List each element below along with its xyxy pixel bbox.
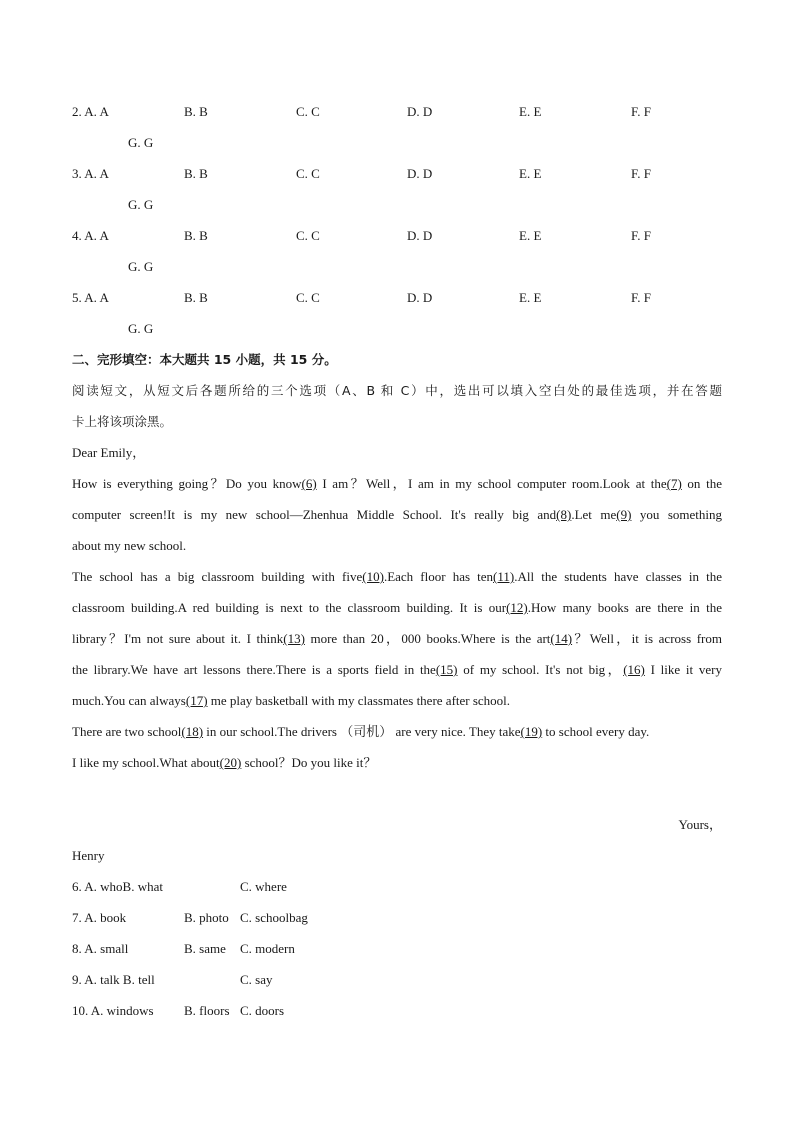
- text-segment: .Each floor has ten: [383, 569, 494, 584]
- text-segment: The school has a big classroom building with five: [72, 569, 363, 584]
- answer-option: C. C: [296, 166, 320, 181]
- blank-marker: (12): [506, 600, 528, 615]
- answer-option-extra: G. G: [128, 135, 154, 150]
- blank-marker: (9): [616, 507, 632, 522]
- choice-option: B. same: [184, 941, 226, 956]
- choice-option: C. say: [240, 972, 273, 987]
- text-segment: more than 20，000 books.Where is the art: [304, 631, 551, 646]
- text-segment: in our school.The drivers （司机） are very nice. They take: [203, 724, 521, 739]
- blank-marker: (6): [301, 476, 317, 491]
- answer-option-extra: G. G: [128, 259, 154, 274]
- section-instruction-line-2: 卡上将该项涂黑。: [72, 414, 173, 429]
- text-segment: .How many books are there in the: [527, 600, 723, 615]
- answer-option: 4. A. A: [72, 228, 109, 243]
- section-heading: 二、完形填空：本大题共 15 小题，共 15 分。: [72, 352, 337, 367]
- answer-row: [72, 282, 722, 313]
- blank-marker: (10): [362, 569, 384, 584]
- answer-option: B. B: [184, 104, 208, 119]
- blank-marker: (8): [556, 507, 572, 522]
- answer-option: E. E: [519, 104, 542, 119]
- section-instruction-line-1: 阅读短文，从短文后各题所给的三个选项（A、B 和 C）中，选出可以填入空白处的最佳选项，并在答题: [72, 383, 722, 398]
- answer-option: F. F: [631, 290, 651, 305]
- paragraph-4: [72, 747, 722, 778]
- answer-option: F. F: [631, 166, 651, 181]
- paragraph-line: [72, 499, 722, 530]
- answer-option: B. B: [184, 290, 208, 305]
- answer-option: F. F: [631, 228, 651, 243]
- text-segment: I like my school.What about: [72, 755, 220, 770]
- choice-option: 6. A. whoB. what: [72, 879, 163, 894]
- blank-marker: (16): [623, 662, 645, 677]
- choice-row: [72, 964, 722, 995]
- paragraph-line: [72, 685, 722, 716]
- choice-row: [72, 933, 722, 964]
- answer-option: C. C: [296, 290, 320, 305]
- choice-row: [72, 871, 722, 902]
- answer-option: D. D: [407, 104, 433, 119]
- answer-option: 2. A. A: [72, 104, 109, 119]
- text-segment: school？Do you like it？: [241, 755, 377, 770]
- letter-greeting: Dear Emily，: [72, 445, 146, 460]
- answer-option: F. F: [631, 104, 651, 119]
- choice-option: 9. A. talk B. tell: [72, 972, 155, 987]
- paragraph-2: [72, 561, 722, 716]
- choice-option: C. modern: [240, 941, 295, 956]
- answer-option: E. E: [519, 290, 542, 305]
- answer-option: 5. A. A: [72, 290, 109, 305]
- answer-row: [72, 96, 722, 127]
- choice-option: 10. A. windows: [72, 1003, 154, 1018]
- choice-row: [72, 902, 722, 933]
- paragraph-line: [72, 654, 722, 685]
- answer-row: [72, 158, 722, 189]
- answer-option-extra: G. G: [128, 321, 154, 336]
- choices-block: [72, 871, 722, 1026]
- answer-option: C. C: [296, 104, 320, 119]
- choice-option: C. schoolbag: [240, 910, 308, 925]
- answer-option: E. E: [519, 166, 542, 181]
- text-segment: to school every day.: [542, 724, 650, 739]
- answer-option: D. D: [407, 166, 433, 181]
- answer-option: 3. A. A: [72, 166, 109, 181]
- paragraph-line: [72, 561, 722, 592]
- blank-marker: (14): [550, 631, 573, 646]
- answer-option: D. D: [407, 290, 433, 305]
- letter-signature: Henry: [72, 848, 105, 863]
- text-segment: classroom building.A red building is next to the classroom building. It is our: [72, 600, 507, 615]
- answer-option: E. E: [519, 228, 542, 243]
- answer-option: D. D: [407, 228, 433, 243]
- text-segment: library？I'm not sure about it. I think: [72, 631, 284, 646]
- blank-marker: (7): [666, 476, 682, 491]
- text-segment: How is everything going？Do you know: [72, 476, 302, 491]
- paragraph-1: [72, 468, 722, 561]
- text-segment: the library.We have art lessons there.There is a sports field in the: [72, 662, 436, 677]
- choice-row: [72, 995, 722, 1026]
- text-segment: you something: [631, 507, 722, 522]
- text-segment: There are two school: [72, 724, 182, 739]
- text-segment: ？Well，it is across from: [572, 631, 722, 646]
- choice-option: 7. A. book: [72, 910, 127, 925]
- blank-marker: (11): [493, 569, 515, 584]
- answer-row: [72, 220, 722, 251]
- choice-option: B. photo: [184, 910, 229, 925]
- blank-marker: (18): [181, 724, 204, 739]
- text-segment: about my new school.: [72, 538, 187, 553]
- text-segment: computer screen!It is my new school—Zhenhua Middle School. It's really big and: [72, 507, 557, 522]
- blank-marker: (15): [435, 662, 458, 677]
- paragraph-3: [72, 716, 722, 747]
- blank-marker: (19): [520, 724, 543, 739]
- paragraph-line: [72, 592, 722, 623]
- blank-marker: (13): [283, 631, 305, 646]
- text-segment: much.You can always: [72, 693, 186, 708]
- text-segment: I am？Well，I am in my school computer room.Look at the: [316, 476, 667, 491]
- text-segment: on the: [681, 476, 722, 491]
- blank-line: [72, 778, 722, 809]
- document-page: [72, 96, 722, 1026]
- blank-marker: (17): [185, 693, 208, 708]
- answer-option: B. B: [184, 166, 208, 181]
- letter-closing: Yours，: [678, 817, 722, 832]
- answer-option: B. B: [184, 228, 208, 243]
- paragraph-line: [72, 623, 722, 654]
- text-segment: I like it very: [644, 662, 722, 677]
- text-segment: .Let me: [571, 507, 617, 522]
- text-segment: of my school. It's not big，: [457, 662, 624, 677]
- choice-option: B. floors: [184, 1003, 230, 1018]
- paragraph-line: [72, 716, 722, 747]
- paragraph-line: [72, 747, 722, 778]
- choice-option: C. where: [240, 879, 287, 894]
- choice-option: C. doors: [240, 1003, 285, 1018]
- blank-marker: (20): [219, 755, 242, 770]
- text-segment: me play basketball with my classmates there after school.: [207, 693, 511, 708]
- answer-option: C. C: [296, 228, 320, 243]
- answer-option-extra: G. G: [128, 197, 154, 212]
- paragraph-line: [72, 468, 722, 499]
- paragraph-line: [72, 530, 722, 561]
- text-segment: .All the students have classes in the: [514, 569, 722, 584]
- choice-option: 8. A. small: [72, 941, 129, 956]
- answer-options-block: [72, 96, 722, 344]
